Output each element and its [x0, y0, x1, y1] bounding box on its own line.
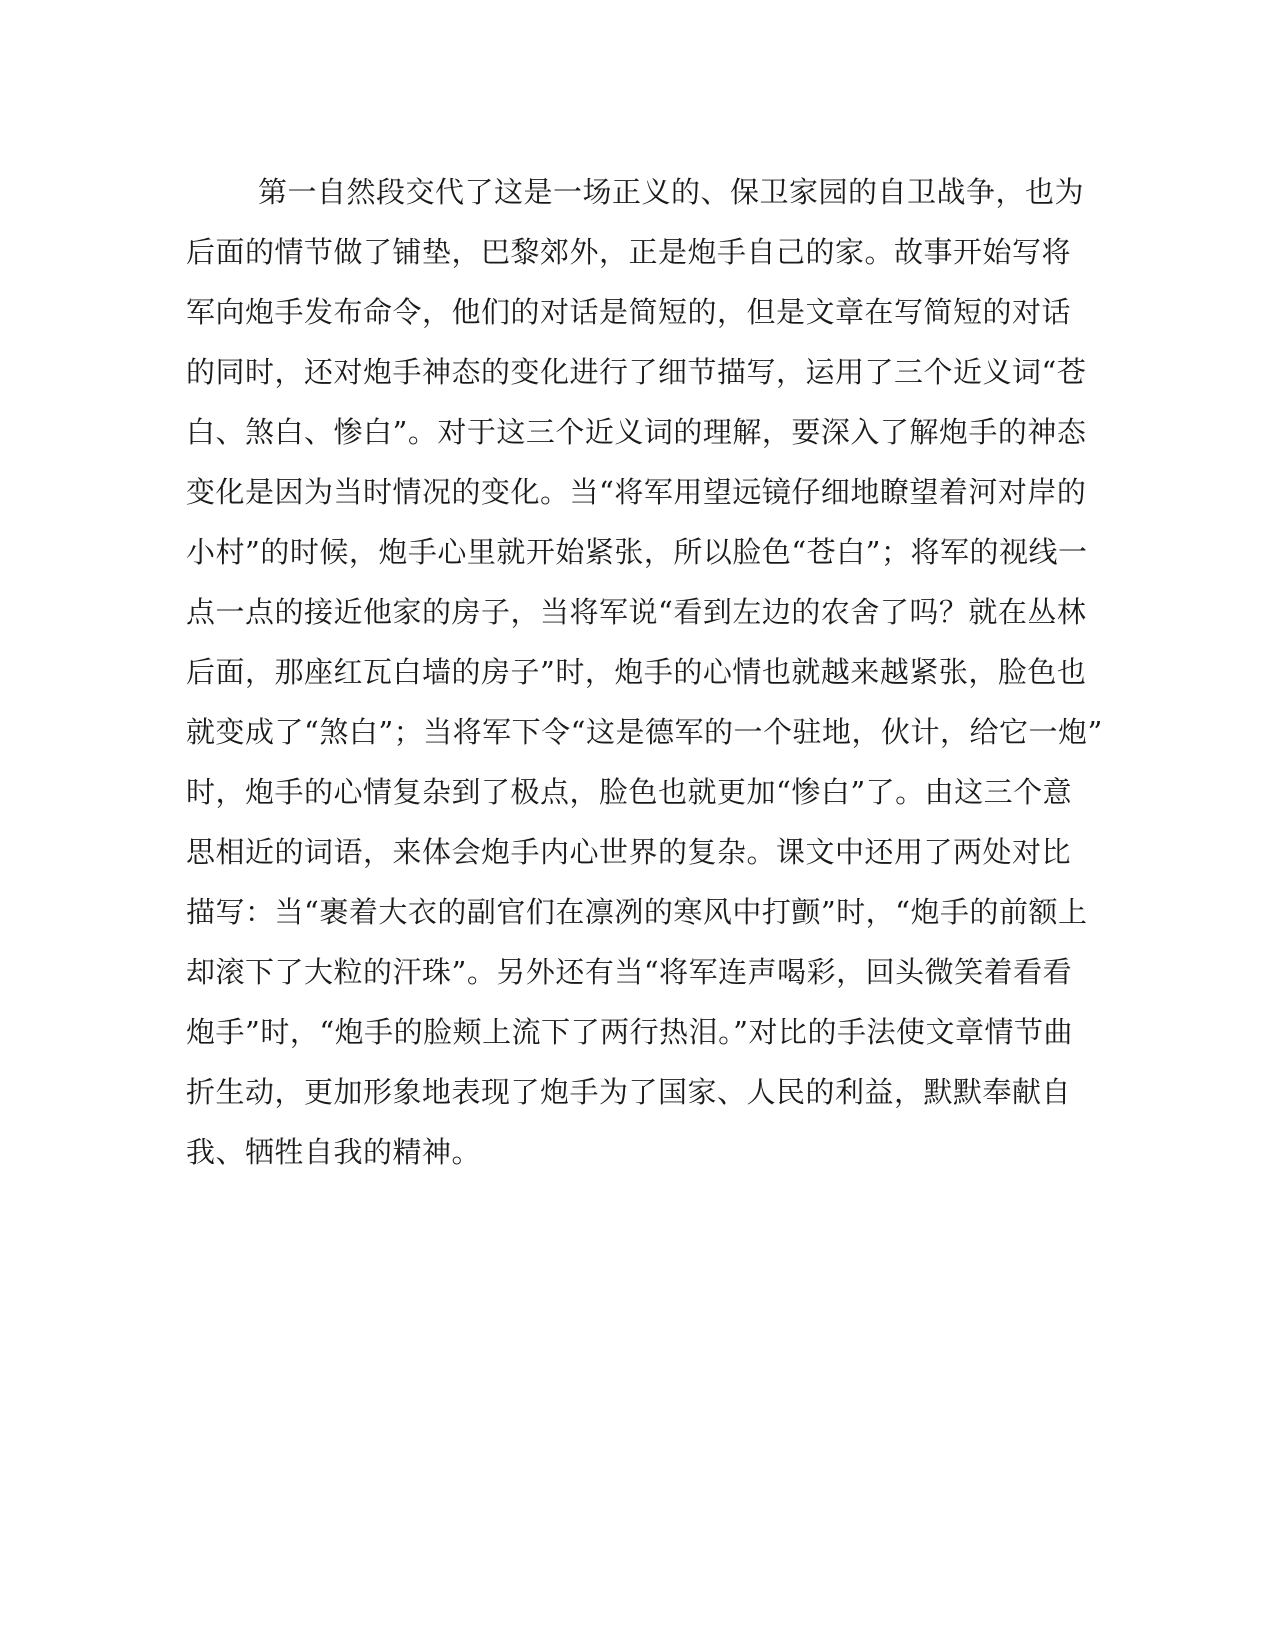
paragraph-line: 描写：当“裹着大衣的副官们在凛冽的寒风中打颤”时，“炮手的前额上 — [186, 895, 1088, 929]
paragraph-line: 小村”的时候，炮手心里就开始紧张，所以脸色“苍白”；将军的视线一 — [186, 535, 1088, 569]
paragraph-line: 点一点的接近他家的房子，当将军说“看到左边的农舍了吗？就在丛林 — [186, 595, 1087, 629]
body-paragraph — [186, 162, 1103, 1182]
paragraph-line: 变化是因为当时情况的变化。当“将军用望远镜仔细地瞭望着河对岸的 — [186, 475, 1087, 509]
paragraph-line: 炮手”时，“炮手的脸颊上流下了两行热泪。”对比的手法使文章情节曲 — [186, 1015, 1073, 1049]
paragraph-line: 军向炮手发布命令，他们的对话是简短的，但是文章在写简短的对话 — [186, 295, 1072, 329]
paragraph-line: 我、牺牲自我的精神。 — [186, 1135, 482, 1169]
paragraph-line: 的同时，还对炮手神态的变化进行了细节描写，运用了三个近义词“苍 — [186, 355, 1087, 389]
paragraph-line: 后面，那座红瓦白墙的房子”时，炮手的心情也就越来越紧张，脸色也 — [186, 655, 1087, 689]
paragraph-line: 白、煞白、惨白”。对于这三个近义词的理解，要深入了解炮手的神态 — [186, 415, 1087, 449]
paragraph-line: 思相近的词语，来体会炮手内心世界的复杂。课文中还用了两处对比 — [186, 835, 1072, 869]
paragraph-line: 时，炮手的心情复杂到了极点，脸色也就更加“惨白”了。由这三个意 — [186, 775, 1073, 809]
paragraph-line: 却滚下了大粒的汗珠”。另外还有当“将军连声喝彩，回头微笑着看看 — [186, 955, 1073, 989]
paragraph-line: 就变成了“煞白”；当将军下令“这是德军的一个驻地，伙计，给它一炮” — [186, 715, 1103, 749]
paragraph-line: 折生动，更加形象地表现了炮手为了国家、人民的利益，默默奉献自 — [186, 1075, 1072, 1109]
paragraph-line: 后面的情节做了铺垫，巴黎郊外，正是炮手自己的家。故事开始写将 — [186, 235, 1072, 269]
paragraph-line: 第一自然段交代了这是一场正义的、保卫家园的自卫战争，也为 — [258, 175, 1085, 209]
